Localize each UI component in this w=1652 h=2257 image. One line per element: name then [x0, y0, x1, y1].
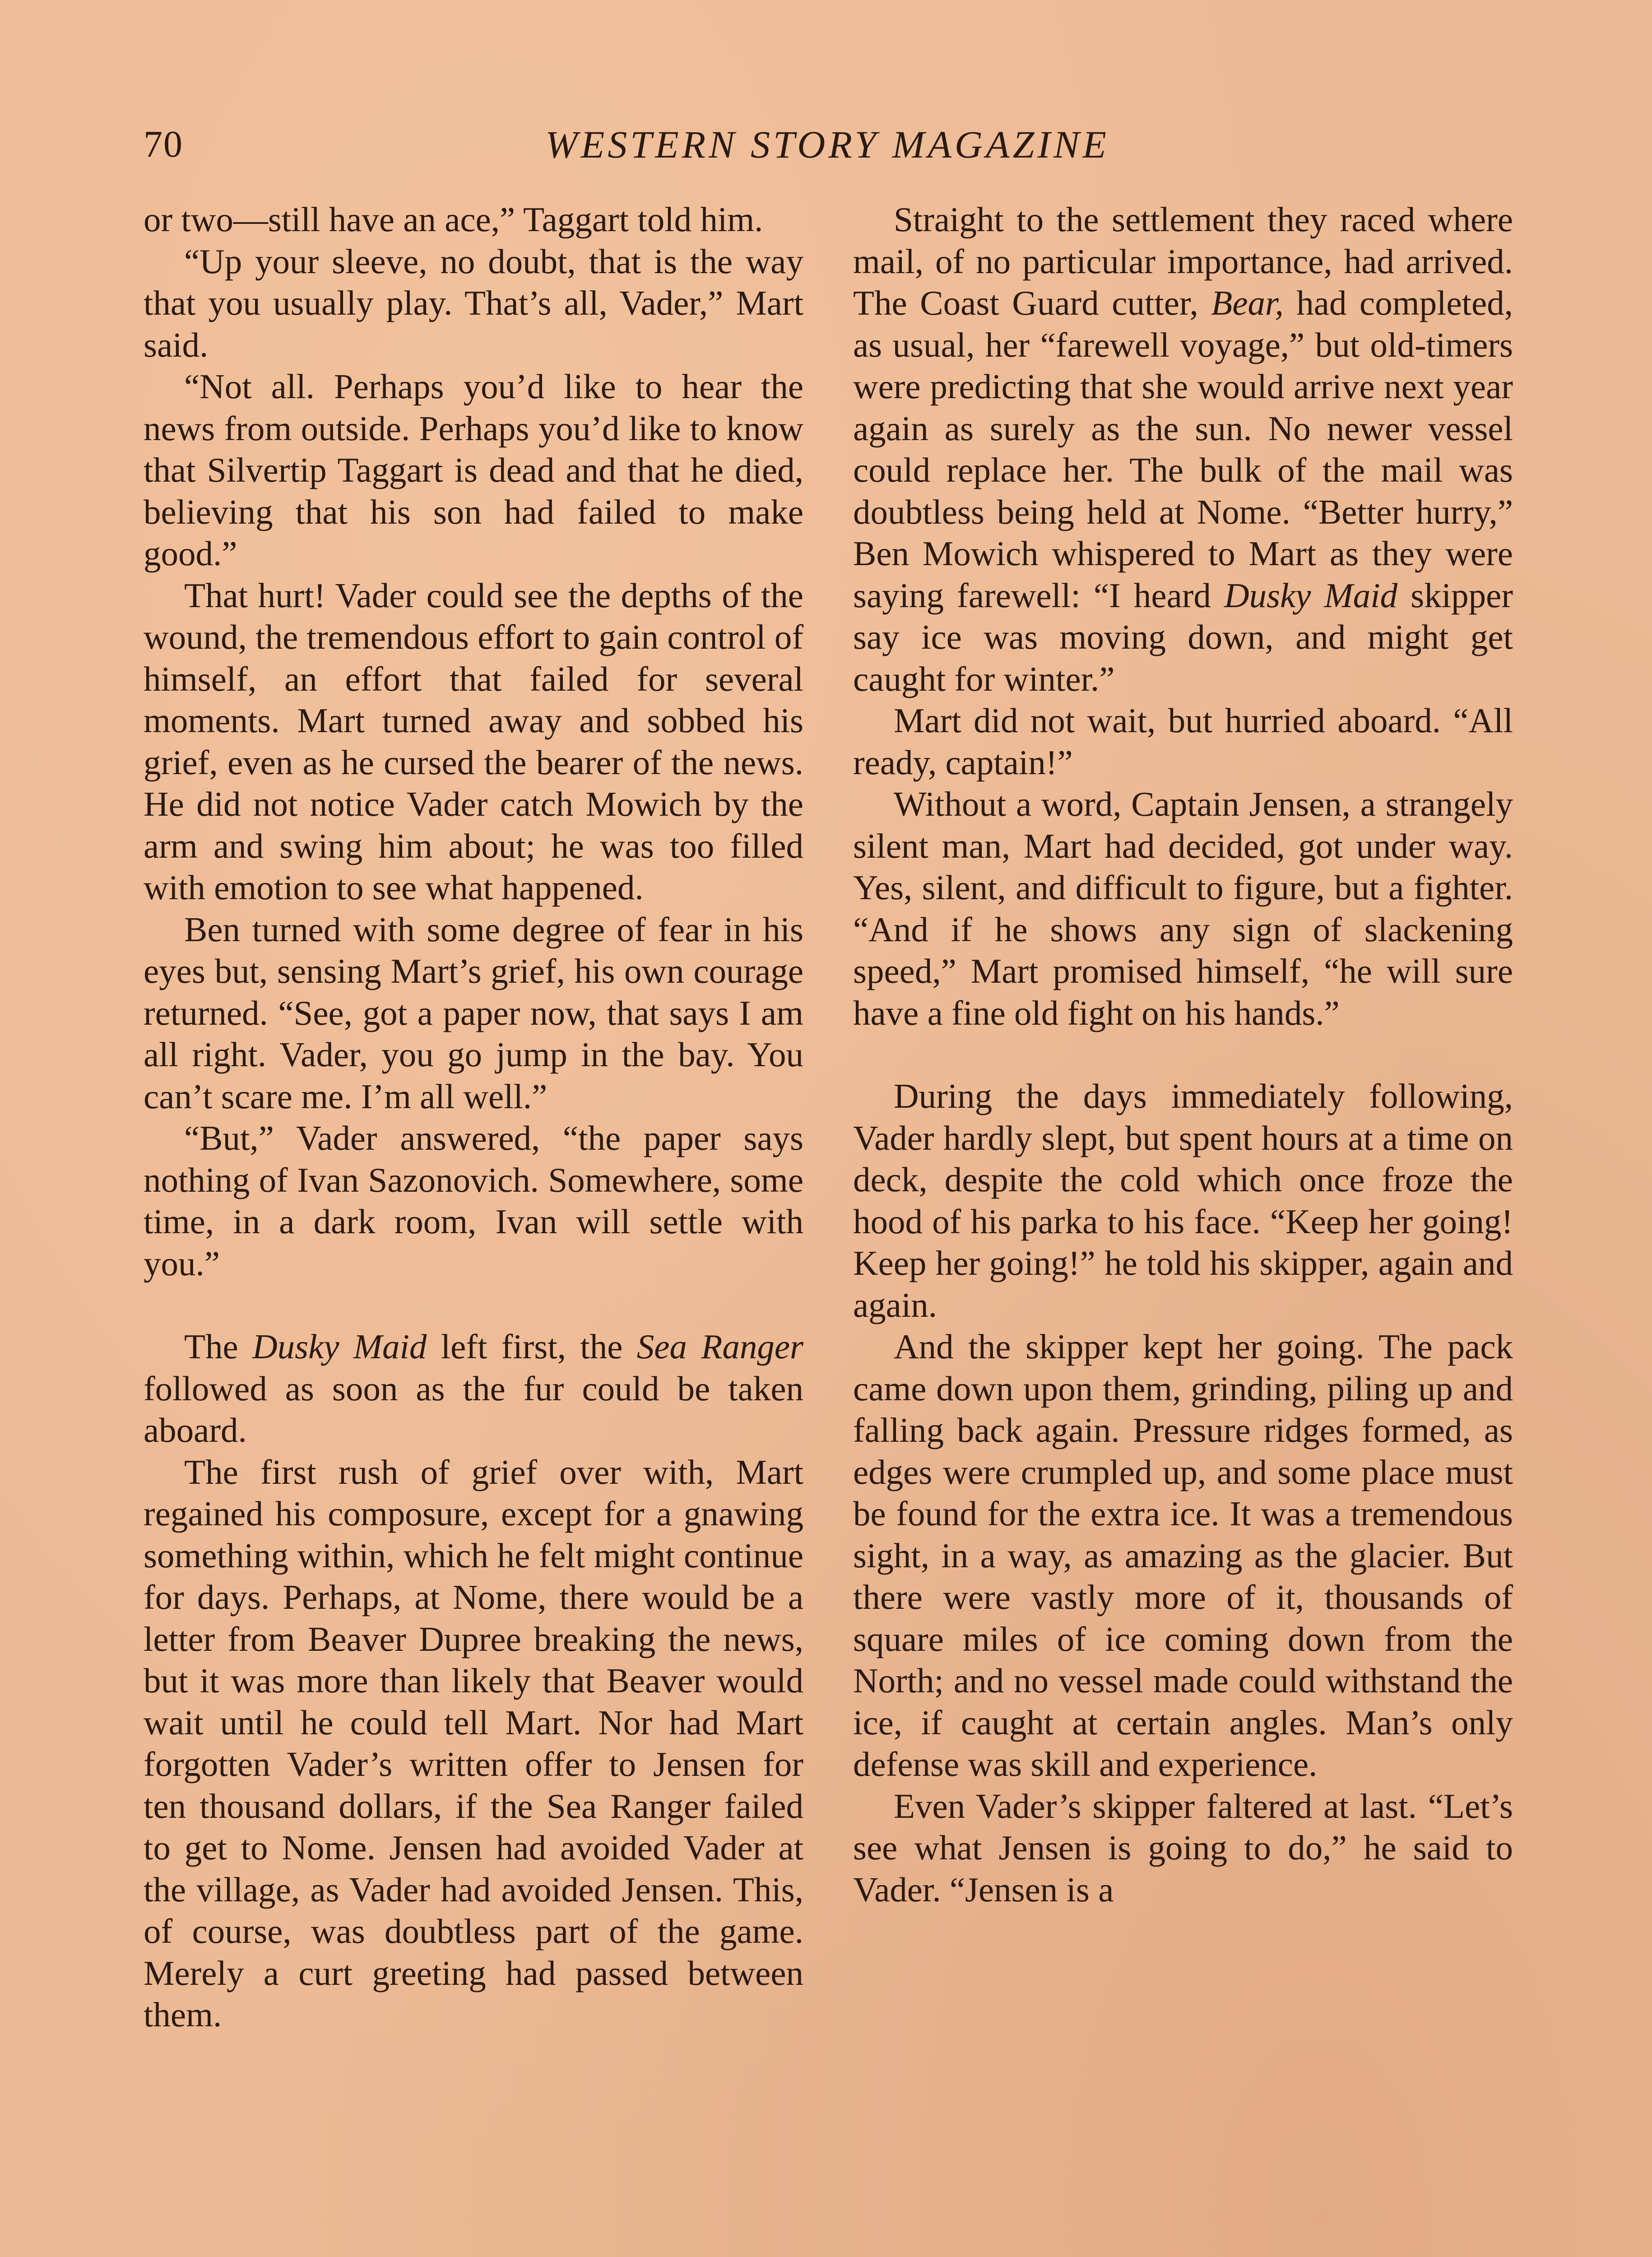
text-run: The: [184, 1327, 253, 1366]
text-run: skipper say ice was moving down, and might get caught for winter.”: [853, 576, 1513, 698]
paragraph: That hurt! Vader could see the depths of the wound, the tremendous effort to gain control of himself, an effort that failed for several moments. Mart turned away and sobbed his grief, even as he cursed the bearer of the news. He did not notice Vader catch Mowich by the arm and swing him about; he was too filled with emotion to see what happened.: [144, 576, 803, 907]
text-run: Straight to the settlement they raced where mail, of no particular importance, had arrived. The Coast Guard cutter,: [853, 200, 1513, 322]
paragraph: “Not all. Perhaps you’d like to hear the news from outside. Perhaps you’d like to know that Silvertip Taggart is dead and that he died, believing that his son had failed to make good.”: [144, 367, 803, 573]
text-run: left first, the: [427, 1327, 637, 1366]
paragraph: Mart did not wait, but hurried aboard. “All ready, captain!”: [853, 701, 1513, 782]
page-header: [144, 115, 1511, 174]
paragraph: “But,” Vader answered, “the paper says nothing of Ivan Sazonovich. Somewhere, some time, in a dark room, Ivan will settle with you.”: [144, 1119, 803, 1283]
paragraph: [144, 1326, 803, 1451]
right-column: [853, 199, 1513, 1910]
ship-name: Sea Ranger: [636, 1327, 804, 1366]
running-title: WESTERN STORY MAGAZINE: [545, 123, 1109, 166]
section-break: [853, 1034, 1513, 1075]
text-run: followed as soon as the fur could be taken aboard.: [144, 1369, 803, 1449]
paragraph: The first rush of grief over with, Mart regained his composure, except for a gnawing something within, which he felt might continue for days. Perhaps, at Nome, there would be a letter from Beaver Dupree breaking the news, but it was more than likely that Beaver would wait until he could tell Mart. Nor had Mart forgotten Vader’s written offer to Jensen for ten thousand dollars, if the Sea Ranger failed to get to Nome. Jensen had avoided Vader at the village, as Vader had avoided Jensen. This, of course, was doubtless part of the game. Merely a curt greeting had passed between them.: [144, 1452, 803, 2034]
paragraph: Ben turned with some degree of fear in his eyes but, sensing Mart’s grief, his own courage returned. “See, got a paper now, that says I am all right. Vader, you go jump in the bay. You can’t scare me. I’m all well.”: [144, 910, 803, 1116]
paragraph: or two—still have an ace,” Taggart told him.: [144, 200, 763, 239]
paragraph: And the skipper kept her going. The pack came down upon them, grinding, piling up and falling back again. Pressure ridges formed, as edges were crumpled up, and some place must be found for the extra ice. It was a tremendous sight, in a way, as amazing as the glacier. But there were vastly more of it, thousands of square miles of ice coming down from the North; and no vessel made could withstand the ice, if caught at certain angles. Man’s only defense was skill and experience.: [853, 1327, 1513, 1783]
page-number: 70: [144, 123, 183, 165]
left-column: [144, 199, 803, 2036]
paragraph: Even Vader’s skipper faltered at last. “Let’s see what Jensen is going to do,” he said to Vader. “Jensen is a: [853, 1786, 1513, 1909]
paragraph: During the days immediately following, Vader hardly slept, but spent hours at a time on deck, despite the cold which once froze the hood of his parka to his face. “Keep her going! Keep her going!” he told his skipper, again and again.: [853, 1077, 1513, 1324]
text-run: had completed, as usual, her “farewell voyage,” but old-timers were predicting that she would arrive next year again as surely as the sun. No newer vessel could replace her. The bulk of the mail was doubtless being held at Nome. “Better hurry,” Ben Mowich whispered to Mart as they were saying farewell: “I heard: [853, 283, 1513, 615]
paragraph: “Up your sleeve, no doubt, that is the way that you usually play. That’s all, Vader,” Mart said.: [144, 241, 803, 364]
ship-name: Dusky Maid: [1224, 576, 1398, 615]
section-break: [144, 1284, 803, 1326]
paragraph: [853, 199, 1513, 700]
paragraph: Without a word, Captain Jensen, a strangely silent man, Mart had decided, got under way. Yes, silent, and difficult to figure, but a fighter. “And if he shows any sign of slackening speed,” Mart promised himself, “he will sure have a fine old fight on his hands.”: [853, 785, 1513, 1032]
ship-name: Dusky Maid: [252, 1327, 427, 1366]
ship-name: Bear,: [1211, 283, 1284, 322]
